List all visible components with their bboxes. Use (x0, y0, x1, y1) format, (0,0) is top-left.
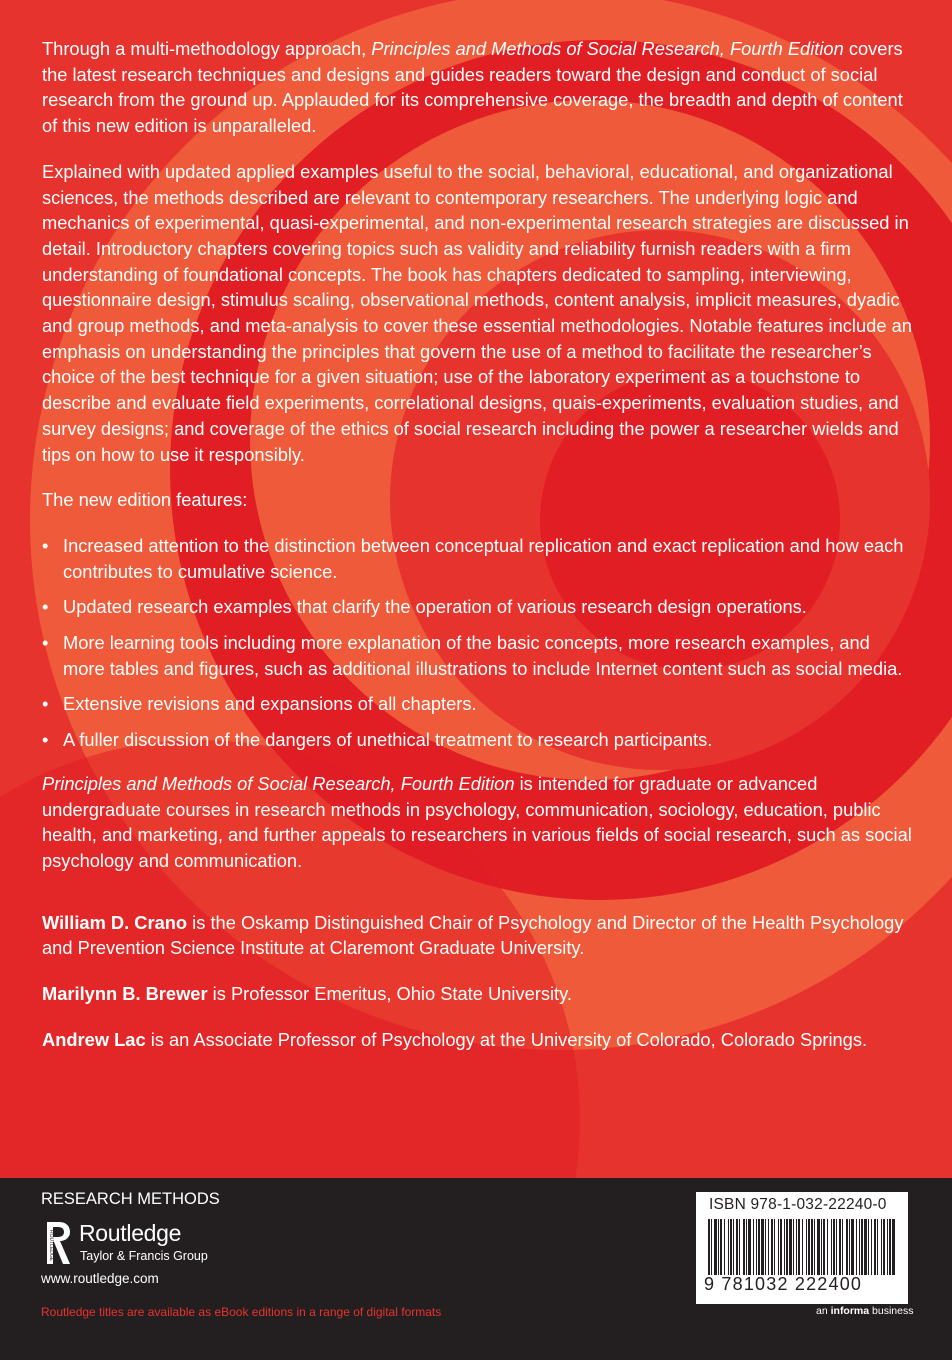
barcode-bar (778, 1219, 779, 1275)
barcode-bar (802, 1219, 803, 1275)
bullet-icon: • (42, 693, 49, 715)
barcode-bar (774, 1219, 775, 1275)
isbn-label: ISBN 978-1-032-22240-0 (709, 1196, 887, 1213)
feature-text: A fuller discussion of the dangers of unethical treatment to research participants. (63, 729, 713, 751)
author-description: is an Associate Professor of Psychology at the University of Colorado, Colorado Springs. (145, 1028, 868, 1050)
feature-text: More learning tools including more explanation of the basic concepts, more research examples, and more tables and figures, such as additional illustrations to include Internet content such as social media. (63, 632, 903, 679)
barcode-bar (842, 1219, 843, 1275)
publisher-logo (41, 1220, 241, 1266)
intro-prefix: Through a multi-methodology approach, (42, 38, 372, 59)
barcode-bar (839, 1219, 841, 1275)
barcode-bar (733, 1219, 734, 1275)
routledge-logo-icon (41, 1220, 73, 1266)
list-item (42, 533, 914, 584)
barcode-bar (798, 1219, 800, 1275)
barcode-bar (736, 1219, 738, 1275)
barcode-bar (808, 1219, 810, 1275)
author-name: William D. Crano (42, 911, 188, 933)
barcode-bar (739, 1219, 740, 1275)
barcode-bar (859, 1219, 860, 1275)
barcode-bar (871, 1219, 872, 1275)
barcode-bar (881, 1219, 882, 1275)
barcode-bar (806, 1219, 807, 1275)
list-item (42, 594, 914, 620)
description-text (42, 36, 914, 1073)
barcode-bar (758, 1219, 760, 1275)
barcode-bar (868, 1219, 869, 1275)
closing-rest: is intended for graduate or advanced undergraduate courses in research methods in psychology, communication, sociology, education, public health, and marketing, and further appeals to researchers in various fields of social research, such as social psychology and communication. (42, 772, 912, 871)
informa-suffix: business (869, 1305, 914, 1317)
list-item (42, 691, 914, 717)
barcode-bar (796, 1219, 797, 1275)
barcode-bar (786, 1219, 788, 1275)
barcode-bar (889, 1219, 891, 1275)
publisher-url: www.routledge.com (41, 1271, 159, 1286)
author-bio (42, 1027, 914, 1053)
barcode-bar (823, 1219, 825, 1275)
barcode-bar (836, 1219, 837, 1275)
ebook-note: Routledge titles are available as eBook editions in a range of digital formats (41, 1305, 442, 1319)
barcode-bar (724, 1219, 725, 1275)
informa-prefix: an (816, 1305, 831, 1317)
bullet-icon: • (42, 632, 49, 654)
barcode-digits: 9 781032 222400 (704, 1274, 863, 1294)
barcode-bar (714, 1219, 717, 1275)
bullet-icon: • (42, 534, 49, 556)
feature-text: Increased attention to the distinction between conceptual replication and exact replication and how each contributes to cumulative science. (63, 534, 904, 582)
bullet-icon: • (42, 596, 49, 618)
feature-text: Extensive revisions and expansions of all chapters. (63, 693, 477, 715)
author-description: is Professor Emeritus, Ohio State University. (207, 983, 572, 1005)
barcode-bar (789, 1219, 792, 1275)
barcode-bar (833, 1219, 835, 1275)
informa-brand: informa (830, 1305, 870, 1317)
barcode-bar (856, 1219, 857, 1275)
barcode-bar (761, 1219, 764, 1275)
author-name: Andrew Lac (42, 1028, 146, 1050)
author-name: Marilynn B. Brewer (42, 983, 208, 1005)
barcode-bar (814, 1219, 815, 1275)
barcode-bar (753, 1219, 754, 1275)
list-item (42, 630, 914, 681)
features-list (42, 533, 914, 753)
barcode-bar (756, 1219, 757, 1275)
list-item (42, 727, 914, 753)
closing-paragraph (42, 771, 914, 874)
bullet-icon: • (42, 729, 49, 751)
author-bio (42, 910, 914, 961)
barcode-bar (720, 1219, 722, 1275)
barcode-bar (765, 1219, 766, 1275)
barcode-bar (711, 1219, 712, 1275)
barcode-bar (849, 1219, 850, 1275)
barcode-panel (696, 1192, 908, 1304)
details-paragraph: Explained with updated applied examples useful to the social, behavioral, educational, and organizational sciences, the methods described are relevant to contemporary researchers. The underlying logic and mechanics of experimental, quasi-experimental, and non-experimental research strategies are discussed in detail. Introductory chapters covering topics such as validity and reliability furnish readers with a firm understanding of foundational concepts. The book has chapters dedicated to sampling, interviewing, questionnaire design, stimulus scaling, observational methods, content analysis, implicit measures, dyadic and group methods, and meta-analysis to cover these essential methodologies. Notable features include an emphasis on understanding the principles that govern the use of a method to facilitate the researcher’s choice of the best technique for a given situation; use of the laboratory experiment as a touchstone to describe and evaluate field experiments, correlational designs, quais-experiments, evaluation studies, and survey designs; and coverage of the ethics of social research including the power a researcher wields and tips on how to use it responsibly. (42, 160, 912, 465)
barcode-bar (708, 1219, 710, 1275)
publisher-name: Routledge (79, 1220, 182, 1246)
barcode-bar (746, 1219, 747, 1275)
barcode-icon (706, 1219, 898, 1275)
barcode-bar (811, 1219, 813, 1275)
barcode-bar (864, 1219, 867, 1275)
barcode-bar (748, 1219, 751, 1275)
feature-text: Updated research examples that clarify the operation of various research design operations. (63, 596, 807, 618)
intro-rest: covers the latest research techniques and designs and guides readers toward the design and conduct of social research from the ground up. Applauded for its comprehensive coverage, the breadth and depth of content of this new edition is unparalleled. (42, 38, 903, 137)
barcode-bar (817, 1219, 820, 1275)
barcode-bar (780, 1219, 782, 1275)
barcode-bar (892, 1219, 895, 1275)
barcode-bar (793, 1219, 794, 1275)
footer-band (0, 1178, 952, 1360)
barcode-bar (728, 1219, 729, 1275)
barcode-bar (874, 1219, 876, 1275)
author-bio (42, 981, 914, 1007)
author-description: is the Oskamp Distinguished Chair of Psychology and Director of the Health Psychology and Prevention Science Institute at Claremont Graduate University. (42, 911, 904, 959)
barcode-bar (877, 1219, 878, 1275)
barcode-bar (768, 1219, 769, 1275)
barcode-bar (861, 1219, 863, 1275)
logo-side-text: ROUTLEDGE (48, 1230, 54, 1262)
barcode-bar (827, 1219, 828, 1275)
publisher-group: Taylor & Francis Group (80, 1249, 208, 1263)
barcode-bar (784, 1219, 785, 1275)
barcode-bar (718, 1219, 719, 1275)
barcode-bar (730, 1219, 732, 1275)
series-label: RESEARCH METHODS (41, 1190, 220, 1208)
barcode-bar (846, 1219, 848, 1275)
barcode-bar (887, 1219, 888, 1275)
barcode-bar (851, 1219, 854, 1275)
barcode-bar (743, 1219, 745, 1275)
barcode-bar (831, 1219, 832, 1275)
barcode-bar (821, 1219, 822, 1275)
closing-book-title: Principles and Methods of Social Research, Fourth Edition (42, 772, 515, 794)
intro-book-title: Principles and Methods of Social Research, Fourth Edition (371, 38, 844, 59)
intro-paragraph (42, 36, 914, 139)
barcode-bar (883, 1219, 885, 1275)
barcode-bar (771, 1219, 773, 1275)
informa-tagline (816, 1305, 913, 1317)
features-heading: The new edition features: (42, 489, 248, 511)
author-bios (42, 910, 914, 1053)
